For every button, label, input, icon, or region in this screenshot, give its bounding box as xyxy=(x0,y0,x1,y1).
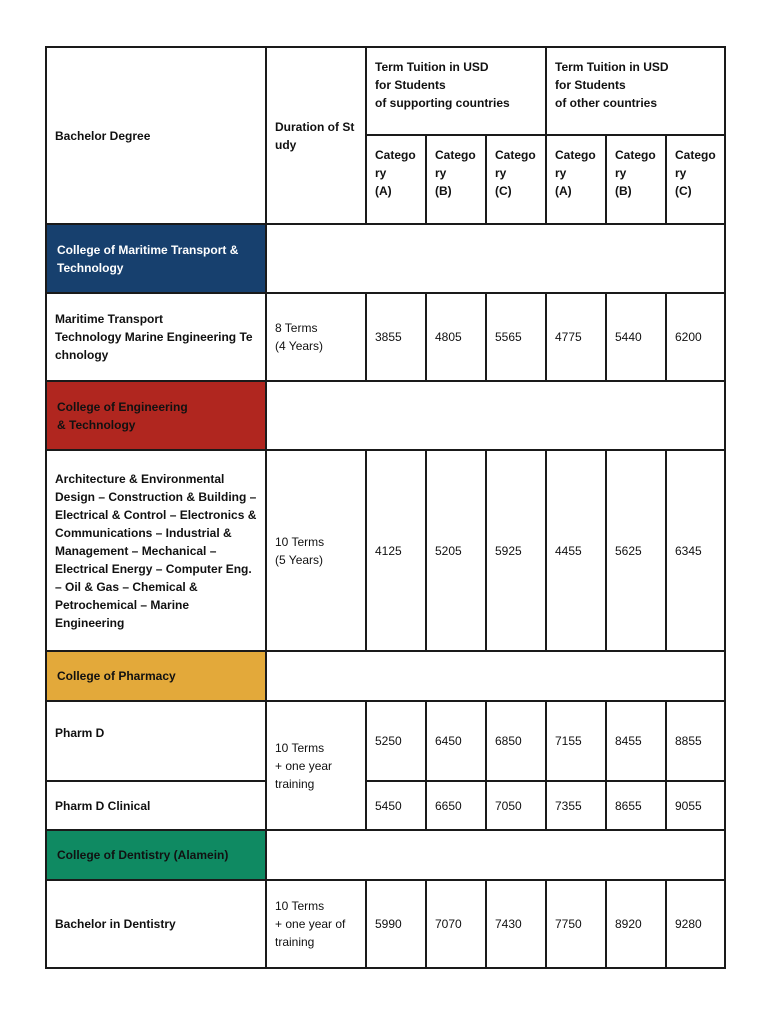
fee-cell: 5990 xyxy=(366,880,426,968)
fee-cell: 4455 xyxy=(546,450,606,651)
fee-cell: 5565 xyxy=(486,293,546,381)
supporting-countries-header: Term Tuition in USD for Students of supporting countries xyxy=(366,47,546,135)
fee-cell: 4805 xyxy=(426,293,486,381)
category-header: Catego ry (C) xyxy=(486,135,546,224)
tuition-table xyxy=(45,46,726,969)
fee-cell: 7750 xyxy=(546,880,606,968)
degree-engineering: Architecture & Environmental Design – Construction & Building – Electrical & Control – Electronics & Communications – Industrial & Management – Mechanical – Electrical Energy – Computer Eng. – Oil & Gas – Chemical & Petrochemical – Marine Engineering xyxy=(46,450,266,651)
fee-cell: 6200 xyxy=(666,293,725,381)
duration-engineering: 10 Terms (5 Years) xyxy=(266,450,366,651)
category-header: Catego ry (C) xyxy=(666,135,725,224)
fee-cell: 7070 xyxy=(426,880,486,968)
fee-cell: 5625 xyxy=(606,450,666,651)
college-maritime-label: College of Maritime Transport & Technology xyxy=(46,224,266,293)
duration-maritime: 8 Terms (4 Years) xyxy=(266,293,366,381)
fee-cell: 6850 xyxy=(486,701,546,781)
fee-cell: 7430 xyxy=(486,880,546,968)
fee-cell: 6450 xyxy=(426,701,486,781)
fee-cell: 8455 xyxy=(606,701,666,781)
fee-cell: 8855 xyxy=(666,701,725,781)
fee-cell: 8655 xyxy=(606,781,666,830)
degree-pharmd: Pharm D xyxy=(46,701,266,781)
fee-cell: 4125 xyxy=(366,450,426,651)
category-header: Catego ry (A) xyxy=(546,135,606,224)
fee-cell: 5440 xyxy=(606,293,666,381)
category-header: Catego ry (A) xyxy=(366,135,426,224)
fee-cell: 8920 xyxy=(606,880,666,968)
college-row-spacer xyxy=(266,651,725,701)
fee-cell: 6345 xyxy=(666,450,725,651)
degree-maritime: Maritime Transport Technology Marine Engineering Te chnology xyxy=(46,293,266,381)
fee-cell: 7355 xyxy=(546,781,606,830)
duration-header: Duration of St udy xyxy=(266,47,366,224)
college-pharmacy-label: College of Pharmacy xyxy=(46,651,266,701)
college-engineering-label: College of Engineering & Technology xyxy=(46,381,266,450)
fee-cell: 3855 xyxy=(366,293,426,381)
fee-cell: 9280 xyxy=(666,880,725,968)
college-row-spacer xyxy=(266,830,725,880)
fee-cell: 5925 xyxy=(486,450,546,651)
fee-cell: 5205 xyxy=(426,450,486,651)
college-dentistry-label: College of Dentistry (Alamein) xyxy=(46,830,266,880)
degree-pharmd-clinical: Pharm D Clinical xyxy=(46,781,266,830)
fee-cell: 9055 xyxy=(666,781,725,830)
other-countries-header: Term Tuition in USD for Students of other countries xyxy=(546,47,725,135)
fee-cell: 7155 xyxy=(546,701,606,781)
fee-cell: 4775 xyxy=(546,293,606,381)
college-row-spacer xyxy=(266,224,725,293)
duration-dentistry: 10 Terms + one year of training xyxy=(266,880,366,968)
category-header: Catego ry (B) xyxy=(606,135,666,224)
fee-cell: 7050 xyxy=(486,781,546,830)
duration-pharmacy: 10 Terms + one year training xyxy=(266,701,366,830)
fee-cell: 5450 xyxy=(366,781,426,830)
fee-cell: 6650 xyxy=(426,781,486,830)
degree-dentistry: Bachelor in Dentistry xyxy=(46,880,266,968)
category-header: Catego ry (B) xyxy=(426,135,486,224)
degree-header: Bachelor Degree xyxy=(46,47,266,224)
fee-cell: 5250 xyxy=(366,701,426,781)
college-row-spacer xyxy=(266,381,725,450)
